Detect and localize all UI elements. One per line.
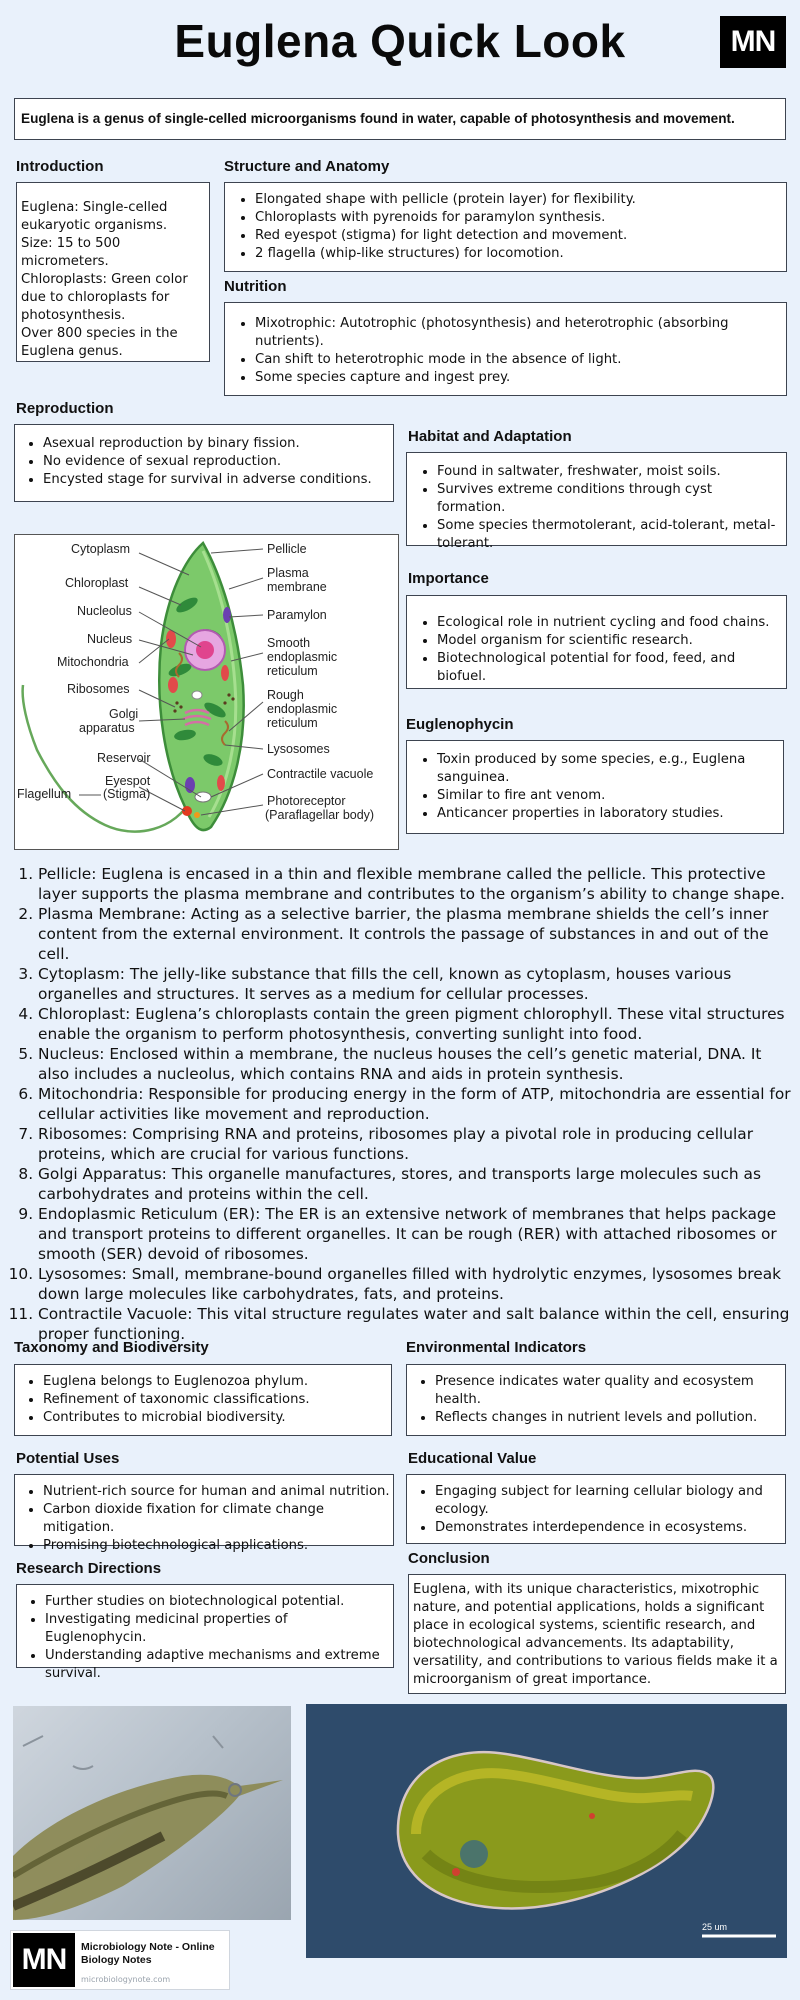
conclusion-heading: Conclusion	[408, 1550, 490, 1567]
list-item: • Reflects changes in nutrient levels and pollution.	[435, 1409, 783, 1427]
diagram-label: Photoreceptor	[267, 794, 346, 808]
list-item: • Some species capture and ingest prey.	[255, 369, 782, 387]
mitochondrion	[217, 775, 225, 791]
introduction-heading: Introduction	[16, 158, 104, 175]
structure-box	[224, 182, 787, 272]
list-item: • Survives extreme conditions through cyst formation.	[437, 481, 782, 517]
list-item: • Understanding adaptive mechanisms and extreme survival.	[45, 1647, 391, 1683]
list-item: • Investigating medicinal properties of Euglenophycin.	[45, 1611, 391, 1647]
diagram-label: reticulum	[267, 664, 318, 678]
list-item: • No evidence of sexual reproduction.	[43, 453, 391, 471]
list-item: • Similar to fire ant venom.	[437, 787, 779, 805]
brand-logo: MN	[720, 16, 786, 68]
organelle-item: 9. Endoplasmic Reticulum (ER): The ER is an extensive network of membranes that helps package and transport proteins to different organelles. It can be rough (RER) with attached ribosomes or smooth (SER) devoid of ribosomes.	[38, 1204, 791, 1264]
diagram-label: (Paraflagellar body)	[265, 808, 375, 822]
list-item: • Euglena belongs to Euglenozoa phylum.	[43, 1373, 389, 1391]
eyespot	[182, 806, 192, 816]
list-item: • Encysted stage for survival in adverse conditions.	[43, 471, 391, 489]
structure-heading: Structure and Anatomy	[224, 158, 390, 175]
mitochondrion	[221, 665, 229, 681]
reproduction-heading: Reproduction	[16, 400, 114, 417]
euglenophycin-box	[406, 740, 784, 834]
paramylon	[192, 691, 202, 699]
diagram-label: apparatus	[79, 721, 135, 735]
diagram-label: Flagellum	[17, 787, 72, 801]
list-item: • Biotechnological potential for food, feed, and biofuel.	[437, 650, 782, 686]
list-item: • Red eyespot (stigma) for light detection and movement.	[255, 227, 782, 245]
list-item: • Engaging subject for learning cellular biology and ecology.	[435, 1483, 783, 1519]
micrograph-right-svg	[306, 1704, 787, 1958]
introduction-box	[16, 182, 210, 362]
research-box	[16, 1584, 394, 1681]
educational-heading: Educational Value	[408, 1450, 537, 1467]
footer-url[interactable]: microbiologynote.com	[81, 1975, 171, 1984]
introduction-line: Chloroplasts: Green color due to chloroplasts for photosynthesis.	[21, 272, 188, 323]
list-item: • Chloroplasts with pyrenoids for paramylon synthesis.	[255, 209, 782, 227]
diagram-label: Paramylon	[267, 608, 327, 622]
organelle-item: 7. Ribosomes: Comprising RNA and proteins, ribosomes play a pivotal role in producing cellular proteins, which are crucial for various functions.	[38, 1124, 791, 1164]
euglenophycin-heading: Euglenophycin	[406, 716, 514, 733]
list-item: • Found in saltwater, freshwater, moist soils.	[437, 463, 782, 481]
diagram-label: Reservoir	[97, 751, 151, 765]
list-item: • Elongated shape with pellicle (protein layer) for flexibility.	[255, 191, 782, 209]
euglena-diagram-svg	[15, 535, 398, 849]
list-item: • Ecological role in nutrient cycling and food chains.	[437, 614, 782, 632]
micrograph-left	[13, 1706, 291, 1920]
list-item: • Nutrient-rich source for human and animal nutrition.	[43, 1483, 391, 1501]
organelle-item: 8. Golgi Apparatus: This organelle manufactures, stores, and transports large molecules such as carbohydrates and proteins within the cell.	[38, 1164, 791, 1204]
diagram-label: Plasma	[267, 566, 309, 580]
scale-label: 25 um	[702, 1922, 728, 1932]
diagram-label: endoplasmic	[267, 650, 338, 664]
paramylon	[223, 607, 231, 623]
micrograph-right	[306, 1704, 787, 1958]
diagram-label: Golgi	[109, 707, 139, 721]
list-item: • 2 flagella (whip-like structures) for locomotion.	[255, 245, 782, 263]
reproduction-box	[14, 424, 394, 502]
introduction-line: Euglena: Single-celled eukaryotic organisms.	[21, 200, 168, 233]
diagram-label: Chloroplast	[65, 576, 129, 590]
list-item: • Asexual reproduction by binary fission.	[43, 435, 391, 453]
euglena-diagram	[14, 534, 399, 850]
diagram-label: Nucleus	[87, 632, 133, 646]
habitat-heading: Habitat and Adaptation	[408, 428, 572, 445]
organelle-item: 11. Contractile Vacuole: This vital structure regulates water and salt balance within the cell, ensuring proper functioning.	[38, 1304, 791, 1344]
diagram-label: Mitochondria	[57, 655, 129, 669]
diagram-label: Smooth	[267, 636, 311, 650]
mitochondrion	[166, 630, 176, 648]
footer-brand[interactable]	[10, 1930, 230, 1990]
list-item: • Refinement of taxonomic classifications.	[43, 1391, 389, 1409]
organelle-item: 10. Lysosomes: Small, membrane-bound organelles filled with hydrolytic enzymes, lysosomes break down large molecules like carbohydrates, fats, and proteins.	[38, 1264, 791, 1304]
list-item: • Mixotrophic: Autotrophic (photosynthesis) and heterotrophic (absorbing nutrients).	[255, 315, 782, 351]
footer-logo: MN	[13, 1933, 75, 1987]
introduction-line: Over 800 species in the Euglena genus.	[21, 326, 178, 359]
organelle-item: 4. Chloroplast: Euglena’s chloroplasts contain the green pigment chlorophyll. These vital structures enable the organism to perform photosynthesis, converting sunlight into food.	[38, 1004, 791, 1044]
diagram-label: reticulum	[267, 716, 318, 730]
importance-heading: Importance	[408, 570, 489, 587]
importance-box	[406, 595, 787, 689]
conclusion-box	[408, 1574, 786, 1694]
diagram-label: (Stigma)	[103, 787, 151, 801]
conclusion-text: Euglena, with its unique characteristics, mixotrophic nature, and potential applications, holds a significant place in ecological systems, scientific research, and biotechnological advancements. Its adaptability, versatility, and contributions to various fields make it a microorganism of great importance.	[413, 1582, 778, 1687]
diagram-label: Cytoplasm	[71, 542, 131, 556]
footer-title: Microbiology Note - Online Biology Notes	[81, 1941, 215, 1966]
list-item: • Contributes to microbial biodiversity.	[43, 1409, 389, 1427]
diagram-label: Rough	[267, 688, 304, 702]
list-item: • Toxin produced by some species, e.g., Euglena sanguinea.	[437, 751, 779, 787]
organelle-item: 1. Pellicle: Euglena is encased in a thin and flexible membrane called the pellicle. This protective layer supports the plasma membrane and contributes to the organism’s ability to change shape.	[38, 864, 791, 904]
list-item: • Can shift to heterotrophic mode in the absence of light.	[255, 351, 782, 369]
intro-banner: Euglena is a genus of single-celled microorganisms found in water, capable of photosynthesis and movement.	[14, 98, 786, 140]
list-item: • Carbon dioxide fixation for climate change mitigation.	[43, 1501, 391, 1537]
nutrition-box	[224, 302, 787, 396]
list-item: • Presence indicates water quality and ecosystem health.	[435, 1373, 783, 1409]
diagram-label: Contractile vacuole	[267, 767, 374, 781]
contractile-vacuole	[195, 792, 211, 802]
environmental-box	[406, 1364, 786, 1436]
diagram-label: Pellicle	[267, 542, 307, 556]
list-item: • Some species thermotolerant, acid-tolerant, metal-tolerant.	[437, 517, 782, 553]
taxonomy-heading: Taxonomy and Biodiversity	[14, 1339, 209, 1356]
list-item: • Demonstrates interdependence in ecosystems.	[435, 1519, 783, 1537]
introduction-line: Size: 15 to 500 micrometers.	[21, 236, 121, 269]
nucleolus	[196, 641, 214, 659]
organelle-list	[16, 864, 791, 1344]
list-item: • Model organism for scientific research.	[437, 632, 782, 650]
list-item: • Anticancer properties in laboratory studies.	[437, 805, 779, 823]
page-title: Euglena Quick Look	[174, 15, 626, 67]
educational-box	[406, 1474, 786, 1544]
potential-uses-box	[14, 1474, 394, 1553]
diagram-label: Eyespot	[105, 774, 151, 788]
environmental-heading: Environmental Indicators	[406, 1339, 587, 1356]
taxonomy-box	[14, 1364, 392, 1436]
list-item: • Further studies on biotechnological potential.	[45, 1593, 391, 1611]
organelle-item: 5. Nucleus: Enclosed within a membrane, the nucleus houses the cell’s genetic material, DNA. It also includes a nucleolus, which contains RNA and aids in protein synthesis.	[38, 1044, 791, 1084]
organelle-item: 2. Plasma Membrane: Acting as a selective barrier, the plasma membrane shields the cell’s inner content from the external environment. It controls the passage of substances in and out of the cell.	[38, 904, 791, 964]
diagram-label: Lysosomes	[267, 742, 330, 756]
mitochondrion	[168, 677, 178, 693]
diagram-label: endoplasmic	[267, 702, 338, 716]
research-heading: Research Directions	[16, 1560, 162, 1577]
micrograph-left-svg	[13, 1706, 291, 1920]
organelle-item: 6. Mitochondria: Responsible for producing energy in the form of ATP, mitochondria are essential for cellular activities like movement and reproduction.	[38, 1084, 791, 1124]
diagram-label: Nucleolus	[77, 604, 132, 618]
photoreceptor	[194, 812, 200, 818]
potential-uses-heading: Potential Uses	[16, 1450, 120, 1467]
diagram-label: Ribosomes	[67, 682, 130, 696]
organelle-item: 3. Cytoplasm: The jelly-like substance that fills the cell, known as cytoplasm, houses various organelles and structures. It serves as a medium for cellular processes.	[38, 964, 791, 1004]
nutrition-heading: Nutrition	[224, 278, 287, 295]
habitat-box	[406, 452, 787, 551]
diagram-label: membrane	[267, 580, 327, 594]
list-item: • Promising biotechnological applications.	[43, 1537, 391, 1555]
